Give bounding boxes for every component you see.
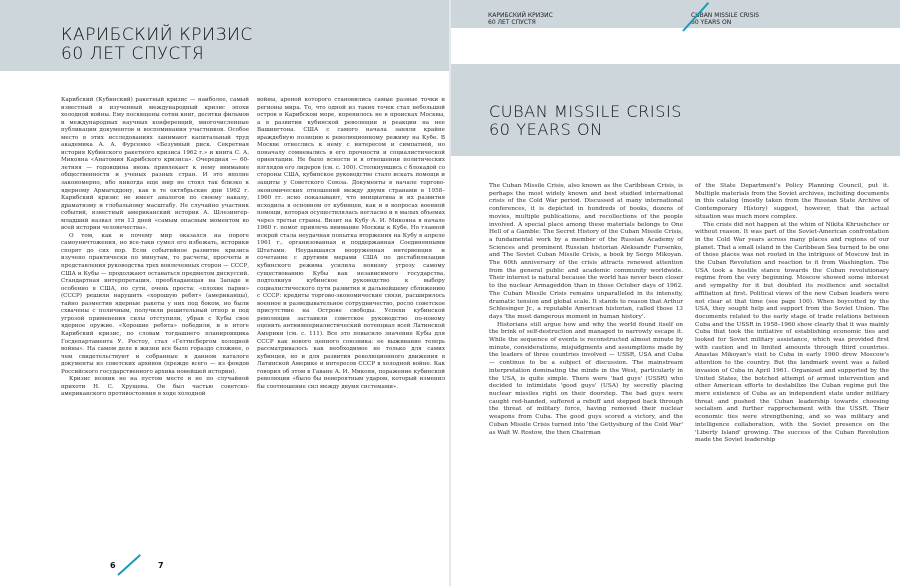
text-column-1 (61, 97, 249, 399)
left-page (0, 0, 449, 586)
paragraph: Кризис возник не на пустом месте и не по случайной прихоти Н. С. Хрущева. Он был частью советско-американского противостояния в ходе холодной (61, 376, 249, 398)
title-line-2: 60 ЛЕТ СПУСТЯ (61, 44, 205, 64)
text-column-1 (489, 183, 683, 445)
running-header-ru (488, 12, 553, 26)
page-number-right: 7 (158, 561, 164, 570)
running-header-line: 60 ЛЕТ СПУСТЯ (488, 19, 536, 26)
page-title-en (489, 103, 682, 139)
paragraph: The crisis did not happen at the whim of Nikita Khrushchev or without reason. It was part of the Soviet-American confrontation in the Cold War years across many places and regions of our planet. That a small island in the Caribbean Sea turned to be one of those places was not rooted in the intrigues of Moscow but in the Cuban Revolution and reaction to it from Washington. The USA took a hostile stance towards the Cuban revolutionary regime from the very beginning. Moscow showed some interest and sympathy for it but doubted its resilience and socialist affiliation at first. Political views of the new Cuban leaders were not clear at that time (see page 100). When boycotted by the USA, they sought help and support from the Soviet Union. The documents related to the early stage of trade relations between Cuba and the USSR in 1958–1960 show clearly that it was mainly Cuba that took the initiative of establishing economic ties and looked for Soviet military assistance, which was provided first with caution and in limited amounts through third countries. Anastas Mikoyan's visit to Cuba in early 1960 drew Moscow's attention to the country. But the landmark event was a failed invasion of Cuba in April 1961. Organized and supported by the United States, the botched attempt of armed intervention and other American efforts to destabilize the Cuban regime put the mere existence of Cuba as an independent state under military threat and pushed the Cuban leadership towards choosing socialism and further rapprochement with the USSR. Their economic ties were strengthening, and so was military and intelligence collaboration, with the Soviet presence on the 'Liberty Island' growing. The success of the Cuban Revolution made the Soviet leadership (695, 221, 889, 444)
paragraph: О том, как и почему мир оказался на пороге самоуничтожения, но все-таки сумел его избежать, историки спорят до сих пор. Если событийное развитие кризиса изучено практически по минутам, то расчеты, просчеты и представления руководства трех вовлеченных сторон — СССР, США и Кубы — продолжают оставаться предметом дискуссий. Стандартная интерпретация, преобладающая на Западе и особенно в США, по сути, очень проста: «плохие парни» (СССР) решили нарушить «хорошую ребят» (американцы), тайно разместив ядерные ракеты у них под боком, но были схвачены с поличным, получили решительный отпор и под угрозой применения силы отступили, убрав с Кубы свое ядерное оружие. «Хорошие ребята» победили, и в итоге Карибский кризис, по словам тогдашнего планировщика Госдепартамента У. Ростоу, стал «Геттисбергом холодной войны». На самом деле в жизни все было гораздо сложнее, о чем свидетельствуют и собранные в данном каталоге документы из советских архивов (прежде всего — из фондов Российского государственного архива новейшей истории). (61, 232, 249, 375)
running-header-en (691, 12, 759, 26)
paragraph: войны, ареной которого становились самые разные точки и регионы мира. То, что одной из таких точек стал небольшой остров в Карибском море, коренилось не в происках Москвы, а в развитии кубинской революции и реакции на нее Вашингтона. США с самого начала заняли крайне враждебную позицию к революционному режиму на Кубе. В Москве отнеслись к нему с интересом и симпатией, но поначалу сомневались в его прочности и социалистической ориентации. Не было ясности и в отношении политических взглядов его лидеров (см. с. 100). Столкнувшись с блокадой со стороны США, кубинское руководство стало искать помощи и защиты у Советского Союза. Документы в начале торгово-экономических отношений между двумя странами в 1958–1960 гг. ясно показывают, что инициатива и их развития исходила в основном от кубинцев, как и в вопросах военной помощи, которая осуществлялась негласно и в малых объемах через третьи страны. Визит на Кубу А. И. Микояна в начале 1960 г. помог привлечь внимание Москвы к Кубе. Но главной искрой стала неудачная попытка вторжения на Кубу в апреле 1961 г., организованная и поддержанная Соединенными Штатами. Неудавшаяся вооруженная интервенция и сочетание с другими мерами США по дестабилизации кубинского режима усилила новизну угрозу самому существованию Кубы как независимого государства, подтолкнув кубинское руководство к выбору социалистического пути развития и дальнейшему сближению с СССР: кредиты торгово-экономические связи, расширилось военное и разведывательное сотрудничество, росло советское присутствие на Острове свободы. Успехи кубинской революции заставили советское руководство по-новому оценить антиимпериалистический потенциал всей Латинской Америки (см. с. 111). Все это повысило значение Кубы для СССР как нового ценного союзника: ее выживание теперь рассматривалось как необходимое не только для самих кубинцев, но и для развития революционного движения в Латинской Америке и интересов СССР в холодной войне. Как говорил об этом в Гаване А. И. Микоян, поражение кубинской революции «было бы невероятным ударом, который изменил бы соотношение сил между двумя системами». (257, 97, 445, 390)
text-column-2 (257, 97, 445, 399)
title-line-2: 60 YEARS ON (489, 120, 603, 139)
running-header-line: 60 YEARS ON (691, 19, 732, 26)
paragraph: Historians still argue how and why the world found itself on the brink of self-destruction and managed to narrowly escape it. While the sequence of events is reconstructed almost minute by minute, considerations, misjudgments and assumptions made by the leaders of three countries involved — USSR, USA and Cuba — continue to be a subject of discussion. The mainstream interpretation dominating the minds in the West, particularly in the USA, is quite simple. There were 'bad guys' (USSR) who decided to intimidate 'good guys' (USA) by secretly placing nuclear missiles right on their doorstep. The bad guys were caught red-handed, suffered a rebuff and stepped back through the threat of military force, having removed their nuclear weapons from Cuba. The good guys scored a victory, and the Cuban Missile Crisis turned into 'the Gettysburg of the Cold War' as Walt W. Rostow, the then Chairman (489, 321, 683, 436)
text-column-2 (695, 183, 889, 445)
title-line-1: CUBAN MISSILE CRISIS (489, 102, 683, 121)
paragraph: Карибский (Кубинский) ракетный кризис — наиболее, самый известный и изученный международный кризис эпохи холодной войны. Ему посвящены сотни книг, десятки фильмов и международных научных конференций, многочисленные публикации документов и воспоминания участников. Особое место в этих исследованиях занимают капитальный труд академика А. А. Фурсенко «Безумный риск. Секретная история Кубинского ракетного кризиса 1962 г.» и книга С. А. Микояна «Анатомия Карибского кризиса». Очередная — 60-летняя — годовщина вновь привлекает к нему внимание общественности и ученых разных стран. И это вполне закономерно, ибо никогда еще мир не стоял так близко к ядерному Армагеддону, как в те октябрьские дни 1962 г. Карибский кризис не имеет аналогов по своему накалу, драматизму и глобальному масштабу. Не случайно участник событий, известный американский историк А. Шлезингер-младший назвал эти 13 дней «самым опасным моментом во всей истории человечества». (61, 97, 249, 232)
page-number-left: 6 (110, 561, 116, 570)
page-title-ru (61, 26, 253, 64)
right-page (451, 0, 900, 586)
title-line-1: КАРИБСКИЙ КРИЗИС (61, 25, 253, 45)
paragraph: The Cuban Missile Crisis, also known as the Caribbean Crisis, is perhaps the most widely known and best studied international crisis of the Cold War period. Discussed at many international conferences, it is depicted in hundreds of books, dozens of movies, multiple publications, and recollections of the people involved. A special place among these materials belongs to One Hell of a Gamble: The Secret History of the Cuban Missile Crisis, a fundamental work by a member of the Russian Academy of Sciences and prominent Russian historian Aleksandr Fursenko, and The Soviet Cuban Missile Crisis, a book by Sergo Mikoyan. The 60th anniversary of the crisis attracts renewed attention from the general public and academic community worldwide. Their interest is natural because the world has never been closer to the nuclear Armageddon than in those October days of 1962. The Cuban Missile Crisis remains unparalleled in its intensity, dramatic tension and global scale. It stands to reason that Arthur Schlesinger Jr., a reputable American historian, called those 13 days 'the most dangerous moment in human history'. (489, 183, 683, 320)
paragraph: of the State Department's Policy Planning Council, put it. Multiple materials from the Soviet archives, including documents in this catalog (mostly taken from the Russian State Archive of Contemporary History) suggest, however, that the actual situation was much more complex. (695, 183, 889, 220)
running-header-line: КАРИБСКИЙ КРИЗИС (488, 12, 553, 19)
body-text-ru (61, 97, 445, 399)
running-header-line: CUBAN MISSILE CRISIS (691, 12, 760, 19)
body-text-en (489, 183, 889, 445)
